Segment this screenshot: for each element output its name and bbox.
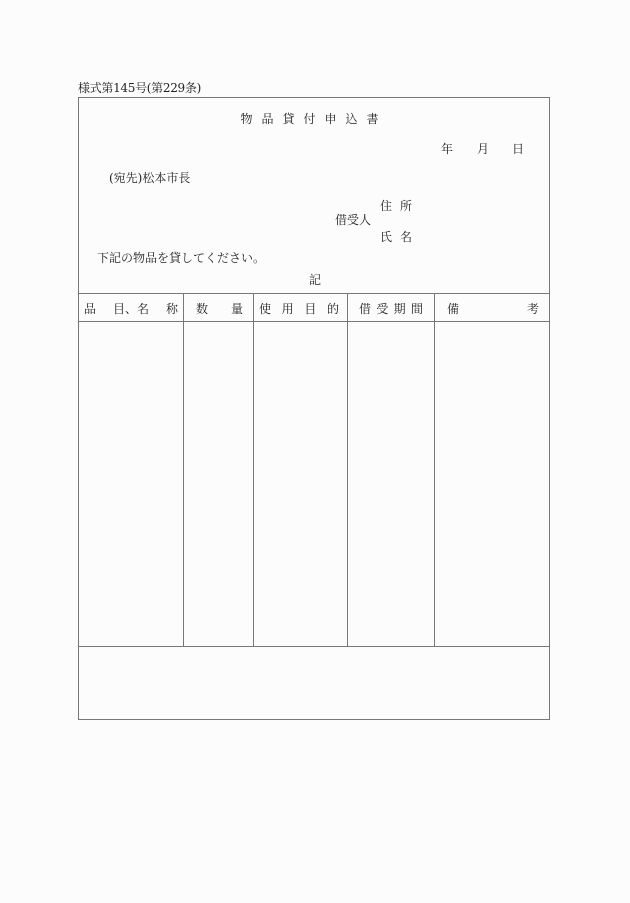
loan-period-cell[interactable] <box>348 322 434 646</box>
header-text: 使 <box>259 302 272 316</box>
header-text: 受 <box>376 302 389 316</box>
date-month-label: 月 <box>477 142 490 156</box>
header-text: 備 <box>447 302 460 316</box>
header-text: 借 <box>359 302 372 316</box>
date-day-label: 日 <box>512 142 525 156</box>
ki-label: 記 <box>309 273 322 287</box>
request-text: 下記の物品を貸してください。 <box>97 251 266 265</box>
header-text: 考 <box>526 302 539 316</box>
borrower-address-label: 住所 <box>380 199 421 213</box>
header-text: 間 <box>410 302 423 316</box>
header-text: 数 <box>196 302 209 316</box>
header-remarks <box>447 300 539 317</box>
date-year-label: 年 <box>441 142 454 156</box>
form-number: 様式第145号(第229条) <box>78 81 201 95</box>
header-text: 品 <box>84 302 97 316</box>
header-text: 期 <box>393 302 406 316</box>
header-text: 的 <box>326 302 339 316</box>
form-title: 物品貸付申込書 <box>240 112 388 126</box>
header-text: 量 <box>230 302 243 316</box>
header-item-name <box>84 300 178 317</box>
footer-note-cell[interactable] <box>79 647 549 719</box>
borrower-name-label: 氏名 <box>380 230 421 244</box>
header-text: 目 <box>304 302 317 316</box>
item-name-cell[interactable] <box>79 322 183 646</box>
quantity-cell[interactable] <box>184 322 253 646</box>
header-text: 用 <box>281 302 294 316</box>
addressee: (宛先)松本市長 <box>109 171 191 185</box>
table-top-line <box>78 293 550 294</box>
remarks-cell[interactable] <box>435 322 549 646</box>
header-text: 目、名 <box>112 302 149 316</box>
header-text: 称 <box>165 302 178 316</box>
borrower-label: 借受人 <box>335 213 372 227</box>
header-quantity <box>196 300 243 317</box>
purpose-cell[interactable] <box>254 322 347 646</box>
header-loan-period <box>359 300 423 317</box>
header-purpose <box>259 300 339 317</box>
